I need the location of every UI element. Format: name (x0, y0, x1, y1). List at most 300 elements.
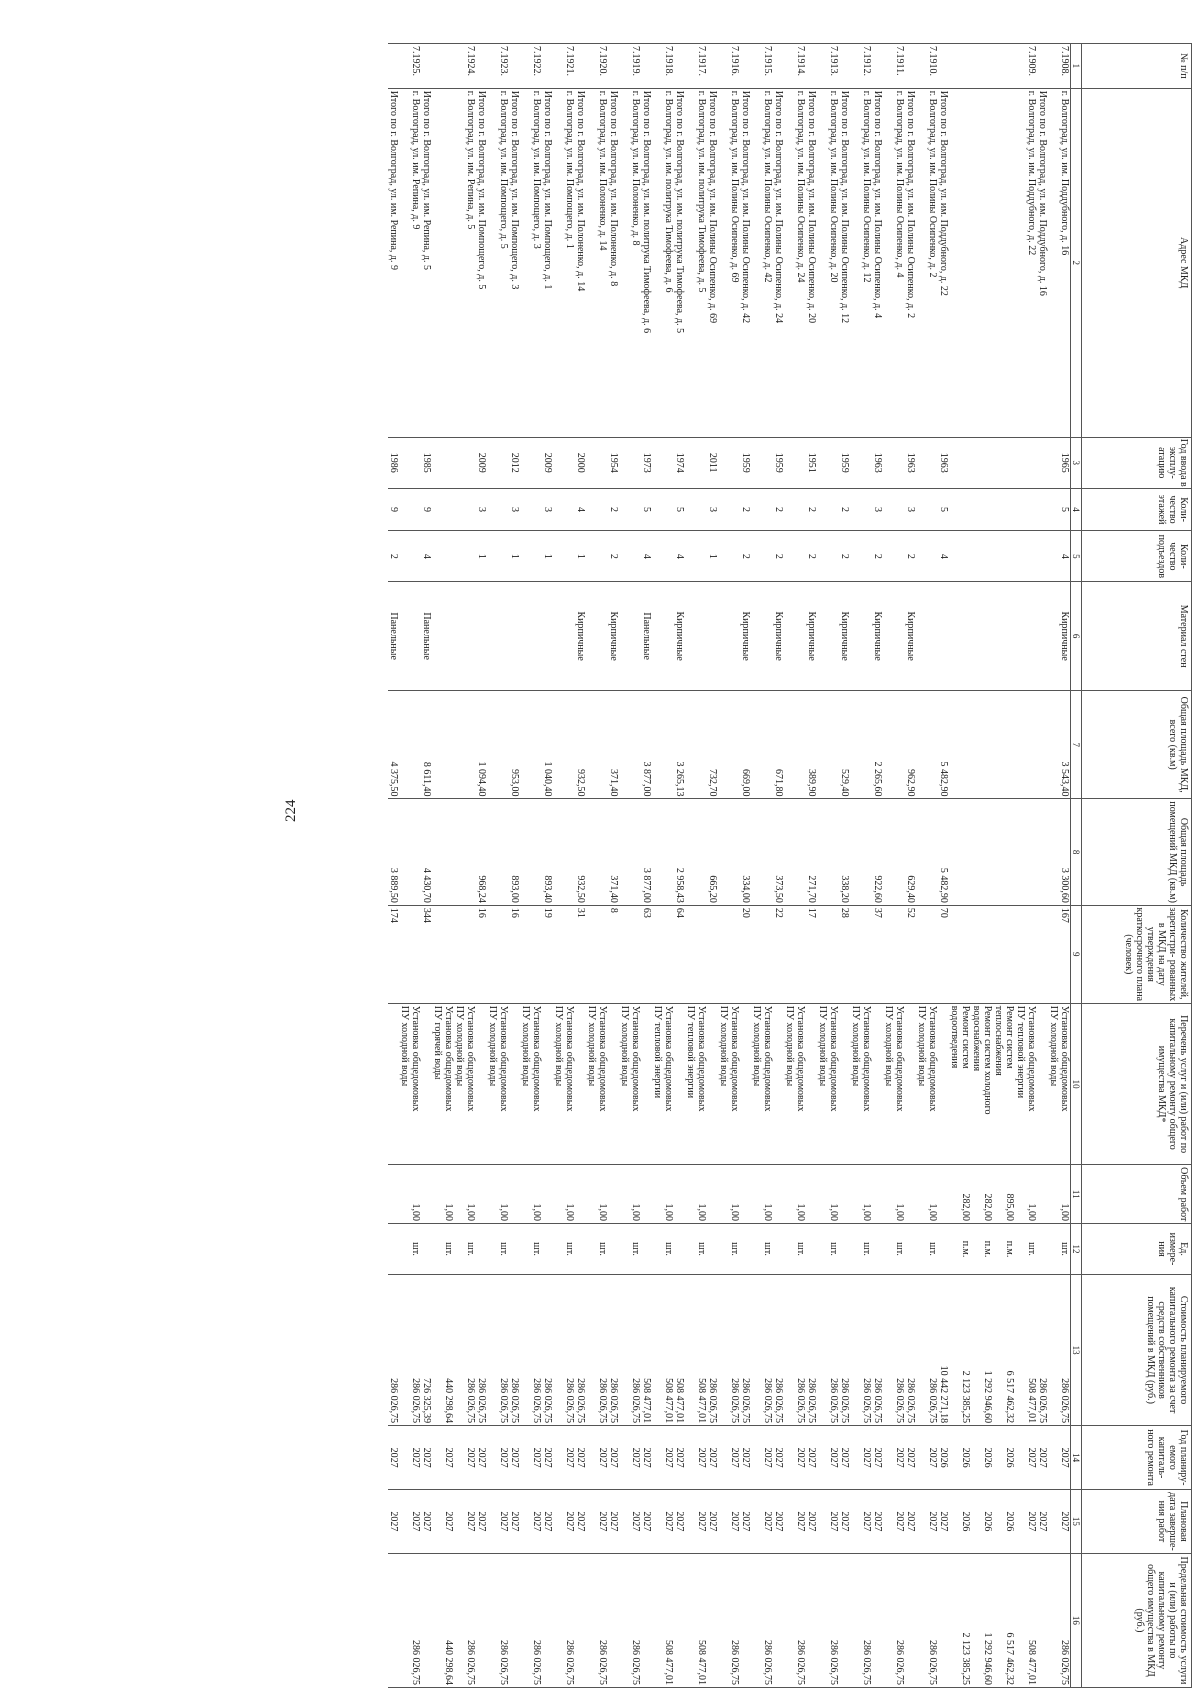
cell-col-16 (839, 1553, 850, 1687)
cell-col-6 (520, 582, 531, 691)
cell-col-2 (652, 88, 663, 437)
cell-col-8 (762, 799, 773, 905)
cell-col-16 (905, 1553, 916, 1687)
cell-col-1 (784, 44, 795, 89)
cell-col-5: 2 (905, 531, 916, 582)
cell-col-4: 3 (542, 488, 553, 531)
cell-col-8: 968,24 (476, 799, 487, 905)
cell-col-6: Панельные (388, 582, 399, 691)
cell-col-12: шт. (465, 1224, 476, 1275)
cell-col-5 (784, 531, 795, 582)
cell-col-11: 1,00 (762, 1165, 773, 1224)
cell-col-7 (520, 690, 531, 799)
cell-col-7 (454, 690, 465, 799)
cell-col-10: ПУ горячей воды (432, 1003, 443, 1165)
cell-col-2: г. Волгоград, ул. им. Полины Осипенко, д. 20 (828, 88, 839, 437)
cell-col-14: 2027 (476, 1426, 487, 1490)
cell-col-4: 3 (872, 488, 883, 531)
table-row (564, 44, 575, 1688)
cell-col-6 (828, 582, 839, 691)
cell-col-12: шт. (498, 1224, 509, 1275)
cell-col-13 (432, 1275, 443, 1426)
cell-col-8: 932,50 (575, 799, 586, 905)
cell-col-11: 1,00 (1026, 1165, 1037, 1224)
cell-col-3 (1037, 437, 1048, 488)
cell-col-13: 286 026,75 (531, 1275, 542, 1426)
table-row (1048, 44, 1059, 1688)
table-row (542, 44, 553, 1688)
cell-col-5: 4 (938, 531, 949, 582)
cell-col-8 (1026, 799, 1037, 905)
cell-col-14: 2027 (663, 1426, 674, 1490)
cell-col-15: 2026 (1004, 1490, 1015, 1554)
cell-col-14 (949, 1426, 960, 1490)
cell-col-13: 286 026,75 (795, 1275, 806, 1426)
cell-col-10: водоснабжения (971, 1003, 982, 1165)
cell-col-5 (1048, 531, 1059, 582)
cell-col-7: 529,40 (839, 690, 850, 799)
cell-col-13: 286 026,75 (894, 1275, 905, 1426)
table-row (916, 44, 927, 1688)
cell-col-15: 2027 (410, 1490, 421, 1554)
cell-col-16: 286 026,75 (894, 1553, 905, 1687)
cell-col-7: 669,00 (740, 690, 751, 799)
cell-col-1 (883, 44, 894, 89)
cell-col-8 (960, 799, 971, 905)
cell-col-14: 2027 (1059, 1426, 1071, 1490)
cell-col-16 (740, 1553, 751, 1687)
cell-col-11 (806, 1165, 817, 1224)
cell-col-6 (938, 582, 949, 691)
cell-col-11: 1,00 (564, 1165, 575, 1224)
cell-col-11 (520, 1165, 531, 1224)
cell-col-12 (916, 1224, 927, 1275)
cell-col-16: 286 026,75 (410, 1553, 421, 1687)
cell-col-4 (916, 488, 927, 531)
cell-col-10: Установка общедомовых (927, 1003, 938, 1165)
cell-col-9 (498, 905, 509, 1003)
cell-col-2 (916, 88, 927, 437)
cell-col-16 (916, 1553, 927, 1687)
cell-col-12 (718, 1224, 729, 1275)
cell-col-11 (421, 1165, 432, 1224)
cell-col-16 (641, 1553, 652, 1687)
cell-col-10: ПУ холодной воды (553, 1003, 564, 1165)
cell-col-5 (762, 531, 773, 582)
cell-col-6 (927, 582, 938, 691)
cell-col-16 (806, 1553, 817, 1687)
table-row (707, 44, 718, 1688)
cell-col-3: 2012 (509, 437, 520, 488)
column-header-7: Общая площадь МКД, всего (кв.м) (1082, 690, 1192, 799)
cell-col-2 (1004, 88, 1015, 437)
cell-col-6 (718, 582, 729, 691)
cell-col-9 (894, 905, 905, 1003)
cell-col-14: 2026 (960, 1426, 971, 1490)
cell-col-10 (707, 1003, 718, 1165)
cell-col-14 (916, 1426, 927, 1490)
cell-col-14: 2027 (806, 1426, 817, 1490)
cell-col-11 (454, 1165, 465, 1224)
cell-col-6 (707, 582, 718, 691)
cell-col-7: 1 040,40 (542, 690, 553, 799)
cell-col-8: 4 430,70 (421, 799, 432, 905)
cell-col-5: 1 (707, 531, 718, 582)
cell-col-6 (861, 582, 872, 691)
cell-col-14 (586, 1426, 597, 1490)
cell-col-11: 1,00 (927, 1165, 938, 1224)
cell-col-7: 953,00 (509, 690, 520, 799)
cell-col-6 (399, 582, 410, 691)
cell-col-6: Кирпичные (773, 582, 784, 691)
cell-col-13: 286 026,75 (608, 1275, 619, 1426)
cell-col-9 (729, 905, 740, 1003)
table-row (1004, 44, 1015, 1688)
table-row (1015, 44, 1026, 1688)
cell-col-15 (553, 1490, 564, 1554)
cell-col-15 (454, 1490, 465, 1554)
cell-col-8 (916, 799, 927, 905)
cell-col-1 (872, 44, 883, 89)
cell-col-4: 5 (674, 488, 685, 531)
cell-col-6 (1015, 582, 1026, 691)
cell-col-10 (421, 1003, 432, 1165)
cell-col-2 (399, 88, 410, 437)
cell-col-4: 9 (421, 488, 432, 531)
cell-col-4: 5 (1059, 488, 1071, 531)
cell-col-15: 2027 (1026, 1490, 1037, 1554)
cell-col-3 (410, 437, 421, 488)
table-row (608, 44, 619, 1688)
cell-col-10: ПУ холодной воды (751, 1003, 762, 1165)
cell-col-2: г. Волгоград, ул. им. Полоненко, д. 14 (597, 88, 608, 437)
cell-col-3: 1963 (938, 437, 949, 488)
cell-col-13 (619, 1275, 630, 1426)
cell-col-1: 7.1909. (1026, 44, 1037, 89)
cell-col-9 (993, 905, 1004, 1003)
cell-col-2: Итого по г. Волгоград, ул. им. Полины Осипенко, д. 42 (740, 88, 751, 437)
cell-col-2: г. Волгоград, ул. им. Полины Осипенко, д. 69 (729, 88, 740, 437)
cell-col-2: Итого по г. Волгоград, ул. им. Полины Осипенко, д. 4 (872, 88, 883, 437)
cell-col-16 (509, 1553, 520, 1687)
cell-col-12 (553, 1224, 564, 1275)
cell-col-10: Установка общедомовых (465, 1003, 476, 1165)
cell-col-8 (1048, 799, 1059, 905)
cell-col-4 (498, 488, 509, 531)
table-row (1037, 44, 1048, 1688)
cell-col-12 (949, 1224, 960, 1275)
cell-col-5 (718, 531, 729, 582)
cell-col-7 (883, 690, 894, 799)
cell-col-12: шт. (828, 1224, 839, 1275)
table-row (531, 44, 542, 1688)
cell-col-8 (982, 799, 993, 905)
cell-col-5: 1 (476, 531, 487, 582)
cell-col-8: 271,70 (806, 799, 817, 905)
cell-col-9 (1037, 905, 1048, 1003)
cell-col-4: 4 (575, 488, 586, 531)
page-number: 224 (283, 799, 299, 822)
cell-col-5: 1 (542, 531, 553, 582)
cell-col-13 (883, 1275, 894, 1426)
header-row (1082, 44, 1192, 1688)
column-header-12: Ед. измере- ния (1082, 1224, 1192, 1275)
column-header-13: Стоимость планируемого капитального ремонта за счет средств собственников помещений в МКД (руб.) (1082, 1275, 1192, 1426)
cell-col-4 (828, 488, 839, 531)
cell-col-12 (751, 1224, 762, 1275)
cell-col-6 (487, 582, 498, 691)
cell-col-12 (509, 1224, 520, 1275)
cell-col-14: 2027 (542, 1426, 553, 1490)
cell-col-16: 286 026,75 (597, 1553, 608, 1687)
cell-col-8 (927, 799, 938, 905)
cell-col-12 (850, 1224, 861, 1275)
cell-col-6 (960, 582, 971, 691)
cell-col-6 (916, 582, 927, 691)
cell-col-8 (718, 799, 729, 905)
cell-col-3 (520, 437, 531, 488)
cell-col-2: г. Волгоград, ул. им. Поддубного, д. 16 (1059, 88, 1071, 437)
cell-col-8 (861, 799, 872, 905)
cell-col-6 (586, 582, 597, 691)
cell-col-5: 2 (773, 531, 784, 582)
table-row (575, 44, 586, 1688)
cell-col-5: 2 (872, 531, 883, 582)
cell-col-11: 1,00 (663, 1165, 674, 1224)
cell-col-7 (817, 690, 828, 799)
cell-col-9 (652, 905, 663, 1003)
cell-col-1 (817, 44, 828, 89)
cell-col-6: Кирпичные (575, 582, 586, 691)
cell-col-6 (1004, 582, 1015, 691)
cell-col-11 (839, 1165, 850, 1224)
cell-col-8: 3 889,50 (388, 799, 399, 905)
cell-col-14 (883, 1426, 894, 1490)
table-row (465, 44, 476, 1688)
cell-col-7 (762, 690, 773, 799)
cell-col-16: 508 477,01 (663, 1553, 674, 1687)
cell-col-5 (993, 531, 1004, 582)
cell-col-15: 2027 (388, 1490, 399, 1554)
cell-col-13: 286 026,75 (564, 1275, 575, 1426)
cell-col-11: 282,00 (982, 1165, 993, 1224)
cell-col-7: 2 265,60 (872, 690, 883, 799)
cell-col-8 (410, 799, 421, 905)
cell-col-4: 2 (773, 488, 784, 531)
cell-col-1 (674, 44, 685, 89)
cell-col-5: 4 (641, 531, 652, 582)
cell-col-11 (586, 1165, 597, 1224)
cell-col-8 (553, 799, 564, 905)
table-row (674, 44, 685, 1688)
cell-col-3 (916, 437, 927, 488)
table-row (872, 44, 883, 1688)
cell-col-4 (630, 488, 641, 531)
cell-col-2: Итого по г. Волгоград, ул. им. Полины Осипенко, д. 20 (806, 88, 817, 437)
cell-col-8 (564, 799, 575, 905)
cell-col-15 (784, 1490, 795, 1554)
cell-col-1: 7.1925. (410, 44, 421, 89)
cell-col-8: 3 300,60 (1059, 799, 1071, 905)
cell-col-11 (476, 1165, 487, 1224)
cell-col-11 (817, 1165, 828, 1224)
table-row (784, 44, 795, 1688)
cell-col-9: 16 (509, 905, 520, 1003)
cell-col-4 (949, 488, 960, 531)
cell-col-8 (487, 799, 498, 905)
cell-col-10 (674, 1003, 685, 1165)
column-header-16: Предельная стоимость услуги и (или) работы по капитальному ремонту общего имущества в МКД (руб.) (1082, 1553, 1192, 1687)
cell-col-9: 64 (674, 905, 685, 1003)
cell-col-1 (916, 44, 927, 89)
cell-col-13: 286 026,75 (410, 1275, 421, 1426)
cell-col-12 (872, 1224, 883, 1275)
cell-col-4 (1004, 488, 1015, 531)
cell-col-8: 893,00 (509, 799, 520, 905)
cell-col-14: 2027 (564, 1426, 575, 1490)
cell-col-4 (1048, 488, 1059, 531)
cell-col-5 (751, 531, 762, 582)
cell-col-16: 286 026,75 (861, 1553, 872, 1687)
cell-col-4 (619, 488, 630, 531)
cell-col-8 (993, 799, 1004, 905)
cell-col-6: Панельные (421, 582, 432, 691)
cell-col-1 (982, 44, 993, 89)
table-row (773, 44, 784, 1688)
cell-col-12 (487, 1224, 498, 1275)
cell-col-10 (905, 1003, 916, 1165)
cell-col-15: 2027 (696, 1490, 707, 1554)
cell-col-3 (443, 437, 454, 488)
cell-col-3 (498, 437, 509, 488)
cell-col-3 (1048, 437, 1059, 488)
cell-col-1 (553, 44, 564, 89)
cell-col-1 (652, 44, 663, 89)
cell-col-13: 286 026,75 (707, 1275, 718, 1426)
cell-col-12 (476, 1224, 487, 1275)
column-number-3: 3 (1071, 437, 1082, 488)
cell-col-9 (927, 905, 938, 1003)
cell-col-9 (663, 905, 674, 1003)
cell-col-4 (652, 488, 663, 531)
cell-col-15 (883, 1490, 894, 1554)
cell-col-1 (960, 44, 971, 89)
cell-col-13 (1048, 1275, 1059, 1426)
cell-col-10 (773, 1003, 784, 1165)
cell-col-9 (795, 905, 806, 1003)
cell-col-6 (1026, 582, 1037, 691)
cell-col-12: шт. (729, 1224, 740, 1275)
cell-col-7 (696, 690, 707, 799)
cell-col-13: 286 026,75 (575, 1275, 586, 1426)
cell-col-1: 7.1911. (894, 44, 905, 89)
cell-col-1 (487, 44, 498, 89)
cell-col-10 (806, 1003, 817, 1165)
cell-col-13: 286 026,75 (1059, 1275, 1071, 1426)
cell-col-12 (993, 1224, 1004, 1275)
column-number-9: 9 (1071, 905, 1082, 1003)
cell-col-15: 2026 (982, 1490, 993, 1554)
cell-col-5 (520, 531, 531, 582)
cell-col-15: 2027 (443, 1490, 454, 1554)
cell-col-6 (630, 582, 641, 691)
cell-col-11: 1,00 (410, 1165, 421, 1224)
cell-col-3 (531, 437, 542, 488)
cell-col-5 (399, 531, 410, 582)
cell-col-13 (399, 1275, 410, 1426)
cell-col-11 (509, 1165, 520, 1224)
cell-col-5 (410, 531, 421, 582)
cell-col-14 (652, 1426, 663, 1490)
cell-col-8 (531, 799, 542, 905)
cell-col-15 (850, 1490, 861, 1554)
cell-col-15: 2027 (509, 1490, 520, 1554)
cell-col-2: Итого по г. Волгоград, ул. им. Поддубного, д. 22 (938, 88, 949, 437)
cell-col-16 (1037, 1553, 1048, 1687)
cell-col-2: Итого по г. Волгоград, ул. им. Помпощего, д. 1 (542, 88, 553, 437)
cell-col-6 (498, 582, 509, 691)
cell-col-4 (586, 488, 597, 531)
column-number-8: 8 (1071, 799, 1082, 905)
cell-col-15 (916, 1490, 927, 1554)
cell-col-11: 1,00 (1059, 1165, 1071, 1224)
cell-col-5 (795, 531, 806, 582)
cell-col-1 (938, 44, 949, 89)
cell-col-16 (454, 1553, 465, 1687)
cell-col-12 (905, 1224, 916, 1275)
cell-col-16 (850, 1553, 861, 1687)
cell-col-8 (432, 799, 443, 905)
cell-col-5 (960, 531, 971, 582)
cell-col-16: 6 517 462,32 (1004, 1553, 1015, 1687)
cell-col-13: 286 026,75 (740, 1275, 751, 1426)
cell-col-12 (1048, 1224, 1059, 1275)
table-row (410, 44, 421, 1688)
cell-col-3: 1963 (905, 437, 916, 488)
cell-col-2: г. Волгоград, ул. им. Полины Осипенко, д. 4 (894, 88, 905, 437)
cell-col-2 (443, 88, 454, 437)
cell-col-16 (993, 1553, 1004, 1687)
cell-col-14 (520, 1426, 531, 1490)
cell-col-3: 1951 (806, 437, 817, 488)
cell-col-6: Кирпичные (872, 582, 883, 691)
table-row (520, 44, 531, 1688)
cell-col-10: Установка общедомовых (564, 1003, 575, 1165)
cell-col-5: 2 (740, 531, 751, 582)
cell-col-16 (520, 1553, 531, 1687)
cell-col-12: шт. (630, 1224, 641, 1275)
column-number-15: 15 (1071, 1490, 1082, 1554)
cell-col-10: Ремонт систем (1004, 1003, 1015, 1165)
column-header-11: Объем работ (1082, 1165, 1192, 1224)
table-row (839, 44, 850, 1688)
table-row (641, 44, 652, 1688)
cell-col-12 (608, 1224, 619, 1275)
cell-col-12 (575, 1224, 586, 1275)
cell-col-7 (410, 690, 421, 799)
cell-col-9 (960, 905, 971, 1003)
cell-col-1: 7.1916. (729, 44, 740, 89)
cell-col-15: 2027 (674, 1490, 685, 1554)
cell-col-7 (861, 690, 872, 799)
cell-col-15 (949, 1490, 960, 1554)
cell-col-8 (597, 799, 608, 905)
cell-col-12 (685, 1224, 696, 1275)
cell-col-15 (619, 1490, 630, 1554)
cell-col-13 (586, 1275, 597, 1426)
cell-col-14: 2027 (465, 1426, 476, 1490)
cell-col-14 (619, 1426, 630, 1490)
